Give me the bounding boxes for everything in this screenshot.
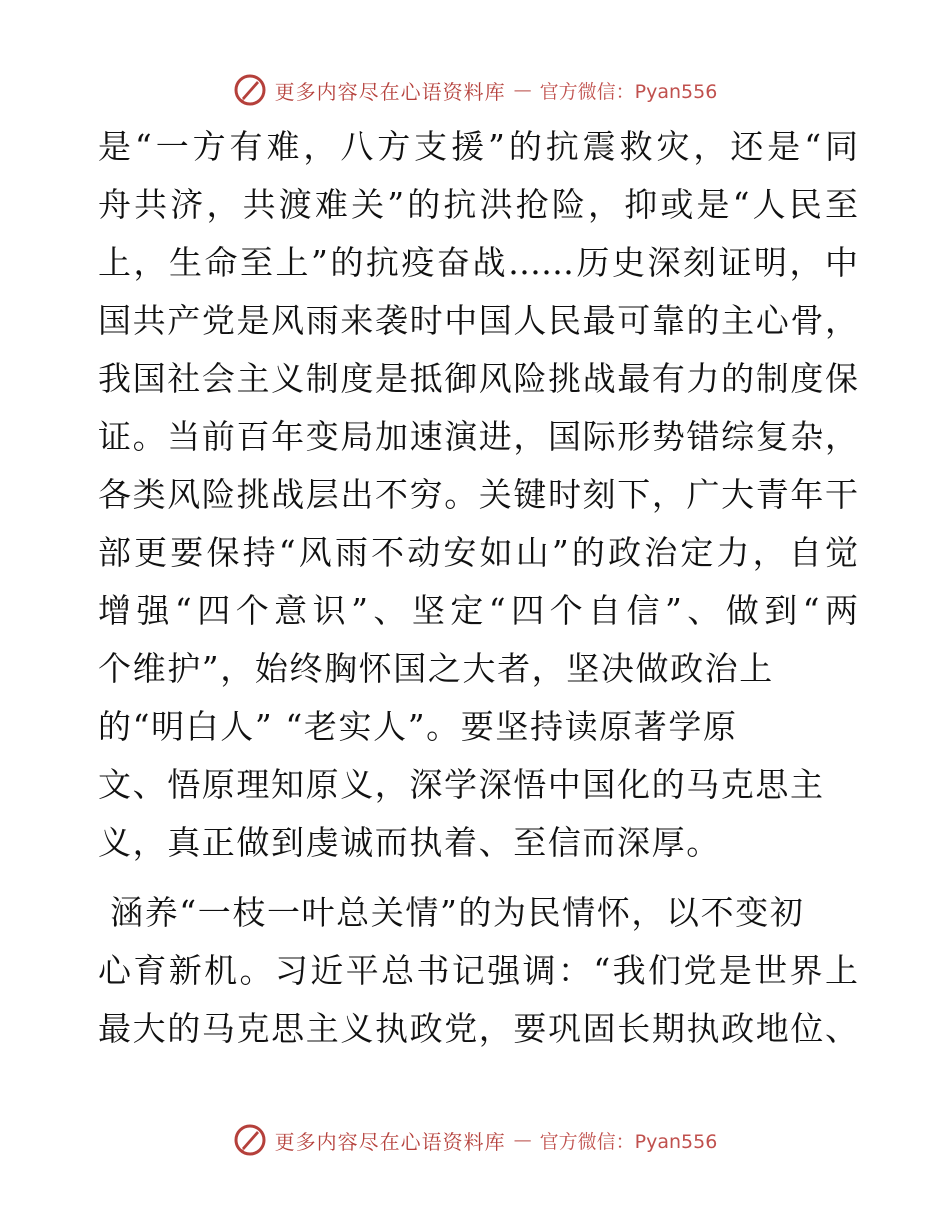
quill-logo-icon — [233, 1123, 267, 1157]
watermark-title: 更多内容尽在心语资料库 — [274, 79, 506, 104]
watermark-separator: — — [513, 1129, 532, 1151]
text-line: 的“明白人” “老实人”。要坚持读原著学原 — [98, 707, 738, 746]
text-line: 部更要保持“风雨不动安如山”的政治定力，自觉 — [98, 533, 858, 572]
watermark-title: 更多内容尽在心语资料库 — [274, 1129, 506, 1154]
watermark-header — [0, 70, 950, 110]
text-line: 上，生命至上”的抗疫奋战……历史深刻证明，中 — [98, 243, 858, 282]
text-line: 最大的马克思主义执政党，要巩固长期执政地位、 — [98, 1009, 858, 1048]
text-line: 增强“四个意识”、坚定“四个自信”、做到“两 — [98, 591, 858, 630]
text-line: 义，真正做到虔诚而执着、至信而深厚。 — [98, 823, 721, 862]
paragraph — [98, 884, 858, 1058]
text-line: 舟共济，共渡难关”的抗洪抢险，抑或是“人民至 — [98, 185, 858, 224]
text-line: 我国社会主义制度是抵御风险挑战最有力的制度保 — [98, 359, 858, 398]
text-line: 国共产党是风雨来袭时中国人民最可靠的主心骨， — [98, 301, 858, 340]
document-body — [98, 118, 858, 1058]
paragraph — [98, 118, 858, 872]
watermark-separator: — — [513, 79, 532, 101]
text-line: 涵养“一枝一叶总关情”的为民情怀，以不变初 — [98, 893, 805, 932]
watermark-contact: 官方微信：Pyan556 — [539, 80, 718, 103]
watermark-footer — [0, 1120, 950, 1160]
text-line: 个维护”，始终胸怀国之大者，坚决做政治上 — [98, 649, 774, 688]
text-line: 心育新机。习近平总书记强调：“我们党是世界上 — [98, 951, 858, 990]
watermark-contact: 官方微信：Pyan556 — [539, 1130, 718, 1153]
text-line: 文、悟原理知原义，深学深悟中国化的马克思主 — [98, 765, 825, 804]
text-line: 各类风险挑战层出不穷。关键时刻下，广大青年干 — [98, 475, 858, 514]
paragraph-gap — [98, 872, 858, 884]
text-line: 是“一方有难，八方支援”的抗震救灾，还是“同 — [98, 127, 858, 166]
quill-logo-icon — [233, 73, 267, 107]
text-line: 证。当前百年变局加速演进，国际形势错综复杂， — [98, 417, 858, 456]
